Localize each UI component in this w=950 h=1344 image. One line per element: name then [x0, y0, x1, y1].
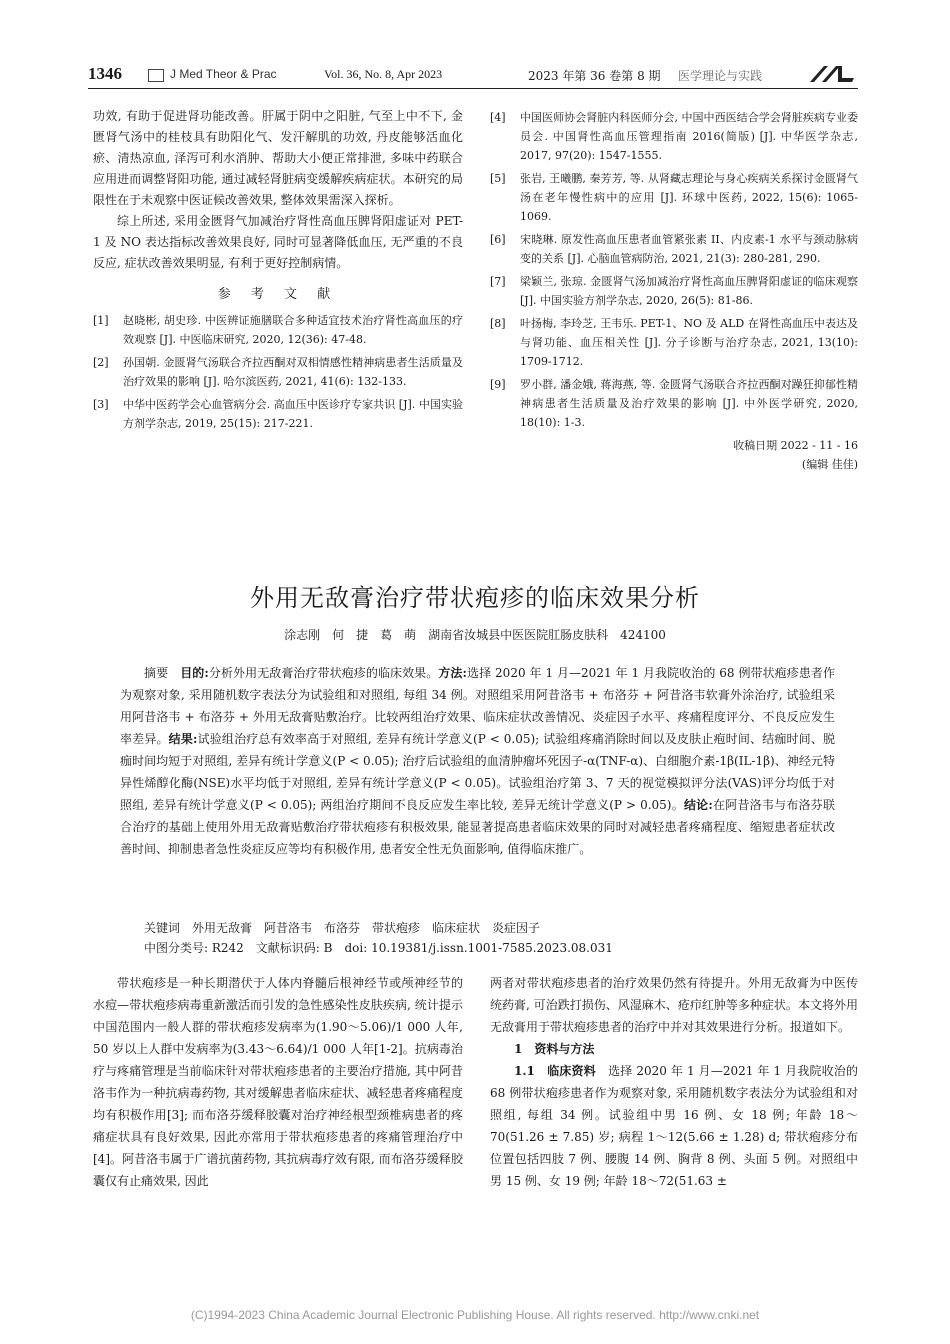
abstract — [120, 662, 835, 860]
header-box-icon — [148, 69, 164, 82]
prev-article-left-column — [93, 106, 463, 437]
article-authors: 涂志刚 何 捷 葛 萌 湖南省汝城县中医医院肛肠皮肤科 424100 — [284, 628, 666, 642]
section-heading: 1 资料与方法 — [514, 1042, 595, 1056]
objective-label: 目的: — [180, 666, 209, 680]
copyright-footer: (C)1994-2023 China Academic Journal Electronic Publishing House. All rights reserved. http://www.cnki.net — [190, 1308, 760, 1322]
keywords: 关键词 外用无敌膏 阿昔洛韦 布洛芬 带状疱疹 临床症状 炎症因子 — [144, 921, 541, 935]
reference-item: [6] 宋晓琳. 原发性高血压患者血管紧张素 II、内皮素-1 水平与颈动脉病变的关系 [J]. 心脑血管病防治, 2021, 21(3): 280-281, 290. — [490, 233, 858, 265]
methods-label: 方法: — [438, 666, 467, 680]
reference-item: [9] 罗小群, 潘金娥, 蒋海燕, 等. 金匮肾气汤联合齐拉西酮对躁狂抑郁性精神病患者生活质量及治疗效果的影响 [J]. 中外医学研究, 2020, 18(10): 1-3. — [490, 378, 858, 429]
references-heading: 参 考 文 献 — [217, 287, 339, 302]
subsection-text: 选择 2020 年 1 月—2021 年 1 月我院收治的 68 例带状疱疹患者作为观察对象, 采用随机数字表法分为试验组和对照组, 每组 34 例。试验组中男 16 例、女 18 例; 年龄 18～70(51.26 ± 7.85) 岁; 病程 1～12(5.66 ± 1.28) d; 带状疱疹分布位置包括四肢 7 例、腰腹 14 例、胸背 8 例、头面 5 例。对照组中男 15 例、女 19 例; 年龄 18～72(51.63 ± — [490, 1064, 858, 1188]
article-right-column — [490, 972, 858, 1192]
volume-info: Vol. 36, No. 8, Apr 2023 — [324, 67, 443, 81]
reference-item: [8] 叶扬梅, 李玲芝, 王韦乐. PET-1、NO 及 ALD 在肾性高血压中表达及与肾功能、血压相关性 [J]. 分子诊断与治疗杂志, 2021, 13(10): 1709-1712. — [490, 317, 858, 368]
header-rule — [88, 88, 858, 89]
prev-paragraph-1: 功效, 有助于促进肾功能改善。肝属于阴中之阳脏, 气至上中不下, 金匮肾气汤中的桂枝具有助阳化气、发汗解肌的功效, 丹皮能够活血化瘀、清热凉血, 泽泻可利水消肿、帮助大小便正常排泄, 多味中药联合应用进而调整肾阳功能, 通过减轻肾脏病变缓解疾病症状。本研究的局限性在于未观察中医证候改善效果, 整体效果需深入探析。 — [93, 109, 463, 207]
page-header — [88, 64, 858, 86]
reference-item: [7] 梁颖兰, 张琼. 金匮肾气汤加减治疗肾性高血压脾肾阳虚证的临床观察 [J]. 中国实验方剂学杂志, 2020, 26(5): 81-86. — [490, 275, 858, 307]
received-date: 收稿日期 2022 - 11 - 16 — [733, 439, 858, 452]
reference-item: [2] 孙国朝. 金匮肾气汤联合齐拉西酮对双相情感性精神病患者生活质量及治疗效果的影响 [J]. 哈尔滨医药, 2021, 41(6): 132-133. — [93, 356, 463, 388]
reference-item: [4] 中国医师协会肾脏内科医师分会, 中国中西医结合学会肾脏疾病专业委员会. 中国肾性高血压管理指南 2016(简版) [J]. 中华医学杂志, 2017, 97(20): 1547-1555. — [490, 111, 858, 162]
reference-item: [5] 张岩, 王曦鹏, 秦芳芳, 等. 从肾藏志理论与身心疾病关系探讨金匮肾气汤在老年慢性病中的应用 [J]. 环球中医药, 2022, 15(6): 1065-1069. — [490, 172, 858, 223]
keywords-block — [120, 918, 835, 958]
results-text: 试验组治疗总有效率高于对照组, 差异有统计学意义(P < 0.05); 试验组疼痛消除时间以及皮肤止疱时间、结痂时间、脱痂时间均短于对照组, 差异有统计学意义(P < 0.05); 治疗后试验组的血清肿瘤坏死因子-α(TNF-α)、白细胞介素-1β(IL-1β)、神经元特异性烯醇化酶(NSE)水平均低于对照组, 差异有统计学意义(P < 0.05)。试验组治疗第 3、7 天的视觉模拟评分法(VAS)评分均低于对照组, 差异有统计学意义(P < 0.05); 两组治疗期间不良反应发生率比较, 差异无统计学意义(P > 0.05)。 — [120, 732, 835, 812]
article-left-column — [93, 972, 463, 1192]
article-title: 外用无敌膏治疗带状疱疹的临床效果分析 — [250, 584, 700, 612]
methods-text: 选择 2020 年 1 月—2021 年 1 月我院收治的 68 例带状疱疹患者作为观察对象, 采用随机数字表法分为试验组和对照组, 每组 34 例。对照组采用阿昔洛韦 + 布洛芬 + 阿昔洛韦软膏外涂治疗, 试验组采用阿昔洛韦 + 布洛芬 + 外用无敌膏贴敷治疗。比较两组治疗效果、临床症状改善情况、炎症因子水平、疼痛程度评分、不良反应发生率差异。 — [120, 666, 835, 746]
journal-name-cn: 医学理论与实践 — [678, 69, 763, 83]
reference-item: [1] 赵晓彬, 胡史珍. 中医辨证施膳联合多种适宜技术治疗肾性高血压的疗效观察 [J]. 中医临床研究, 2020, 12(36): 47-48. — [93, 314, 463, 346]
reference-item: [3] 中华中医药学会心血管病分会. 高血压中医诊疗专家共识 [J]. 中国实验方剂学杂志, 2019, 25(15): 217-221. — [93, 398, 463, 430]
prev-paragraph-2: 综上所述, 采用金匮肾气加减治疗肾性高血压脾肾阳虚证对 PET-1 及 NO 表达指标改善效果良好, 同时可显著降低血压, 无严重的不良反应, 症状改善效果明显, 有利于更好控制病情。 — [93, 214, 463, 270]
conclusion-text: 在阿昔洛韦与布洛芬联合治疗的基础上使用外用无敌膏贴敷治疗带状疱疹有积极效果, 能显著提高患者临床效果的同时对减轻患者疼痛程度、缩短患者症状改善时间、抑制患者急性炎症反应等均有积极作用, 患者安全性无负面影响, 值得临床推广。 — [120, 798, 835, 856]
journal-logo-icon — [804, 62, 860, 86]
conclusion-label: 结论: — [683, 798, 713, 812]
body-paragraph: 带状疱疹是一种长期潜伏于人体内脊髓后根神经节或颅神经节的水痘—带状疱疹病毒重新激活而引发的急性感染性皮肤疾病, 统计提示中国范围内一般人群的带状疱疹发病率为(1.90～5.06)/1 000 人年, 50 岁以上人群中发病率为(3.43～6.64)/1 000 人年[1-2]。抗病毒治疗与疼痛管理是当前临床针对带状疱疹患者的主要治疗措施, 其中阿昔洛韦作为一种抗病毒药物, 其对缓解患者临床症状、减轻患者疼痛程度均有积极作用[3]; 而布洛芬缓释胶囊对治疗神经根型颈椎病患者的疼痛症状具有良好效果, 因此亦常用于带状疱疹患者的疼痛管理治疗中[4]。阿昔洛韦属于广谱抗菌药物, 其抗病毒疗效有限, 而布洛芬缓释胶囊仅有止痛效果, 因此 — [93, 976, 463, 1188]
objective-text: 分析外用无敌膏治疗带状疱疹的临床效果。 — [208, 666, 439, 680]
abstract-label: 摘要 — [144, 666, 169, 680]
results-label: 结果: — [168, 732, 198, 746]
classification: 中图分类号: R242 文献标识码: B doi: 10.19381/j.issn.1001-7585.2023.08.031 — [144, 941, 613, 955]
subsection-heading: 1.1 临床资料 — [514, 1064, 596, 1078]
journal-name-en: J Med Theor & Prac — [170, 67, 277, 81]
prev-article-right-column — [490, 108, 858, 474]
issue-cn: 2023 年第 36 卷第 8 期 — [528, 69, 661, 83]
body-paragraph: 两者对带状疱疹患者的治疗效果仍然有待提升。外用无敌膏为中医传统药膏, 可治跌打损伤、风湿麻木、疮疖红肿等多种症状。本文将外用无敌膏用于带状疱疹患者的治疗中并对其效果进行分析。报道如下。 — [490, 976, 858, 1034]
editor-note: (编辑 佳佳) — [801, 458, 858, 471]
page-number: 1346 — [88, 64, 122, 83]
